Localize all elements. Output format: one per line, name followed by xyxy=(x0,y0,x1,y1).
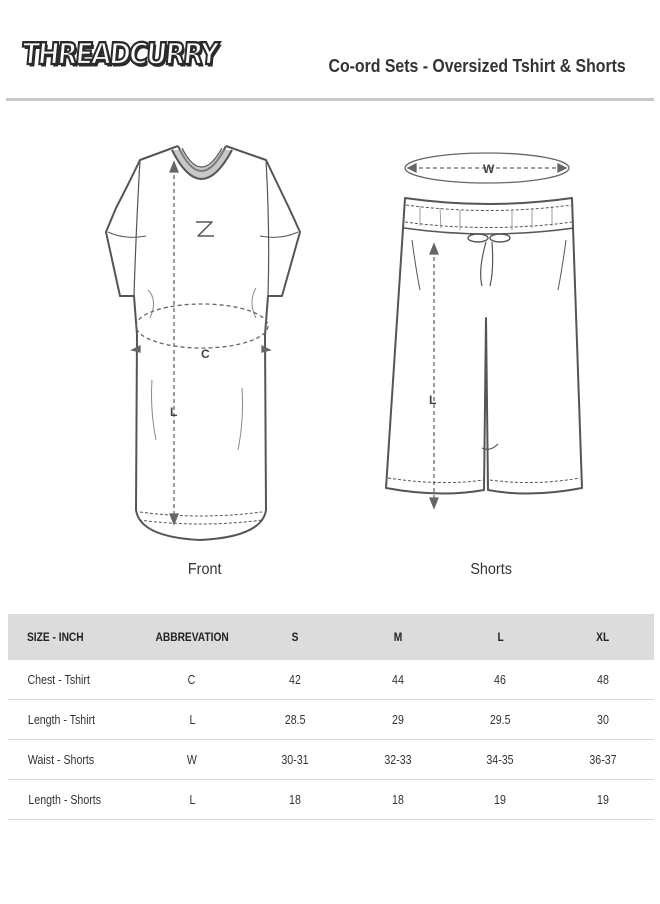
table-cell: C xyxy=(140,660,244,700)
header-divider xyxy=(6,98,654,101)
tshirt-length-label: L xyxy=(170,405,178,419)
table-header-row xyxy=(8,614,654,660)
table-cell: 32-33 xyxy=(347,740,450,780)
table-cell: 42 xyxy=(244,660,347,700)
table-cell: 28.5 xyxy=(244,700,347,740)
col-header-s: S xyxy=(244,614,347,660)
header xyxy=(0,0,660,100)
col-header-size: SIZE - INCH xyxy=(8,614,140,660)
garment-diagram xyxy=(0,110,660,590)
shorts-illustration xyxy=(386,198,582,494)
col-header-m: M xyxy=(347,614,450,660)
table-cell: 36-37 xyxy=(552,740,655,780)
col-header-xl: XL xyxy=(552,614,655,660)
table-cell: 18 xyxy=(347,780,450,820)
table-row xyxy=(8,780,654,820)
table-cell: 29.5 xyxy=(449,700,552,740)
table-cell: 18 xyxy=(244,780,347,820)
table-row xyxy=(8,660,654,700)
table-cell: Chest - Tshirt xyxy=(8,660,140,700)
table-cell: W xyxy=(140,740,244,780)
table-cell: 30-31 xyxy=(244,740,347,780)
shorts-waist-label: W xyxy=(483,162,495,176)
table-cell: Length - Tshirt xyxy=(8,700,140,740)
size-chart-table xyxy=(8,614,654,820)
page-title: Co-ord Sets - Oversized Tshirt & Shorts xyxy=(328,56,626,76)
col-header-abbreviation: ABBREVATION xyxy=(140,614,244,660)
brand-logo: THREADCURRY xyxy=(20,37,219,73)
tshirt-measurements xyxy=(132,162,270,524)
shorts-length-label: L xyxy=(429,393,437,407)
table-row xyxy=(8,700,654,740)
table-row xyxy=(8,740,654,780)
table-cell: 44 xyxy=(347,660,450,700)
shorts-caption: Shorts xyxy=(470,561,512,578)
table-cell: 19 xyxy=(449,780,552,820)
table-cell: Waist - Shorts xyxy=(8,740,140,780)
table-cell: 46 xyxy=(449,660,552,700)
table-cell: 29 xyxy=(347,700,450,740)
tshirt-chest-label: C xyxy=(201,347,210,361)
tshirt-illustration xyxy=(106,146,300,540)
table-cell: 19 xyxy=(552,780,655,820)
col-header-l: L xyxy=(449,614,552,660)
table-cell: L xyxy=(140,700,244,740)
table-cell: 34-35 xyxy=(449,740,552,780)
table-cell: Length - Shorts xyxy=(8,780,140,820)
tshirt-caption: Front xyxy=(187,561,222,578)
table-cell: 30 xyxy=(552,700,655,740)
table-cell: L xyxy=(140,780,244,820)
table-cell: 48 xyxy=(552,660,655,700)
